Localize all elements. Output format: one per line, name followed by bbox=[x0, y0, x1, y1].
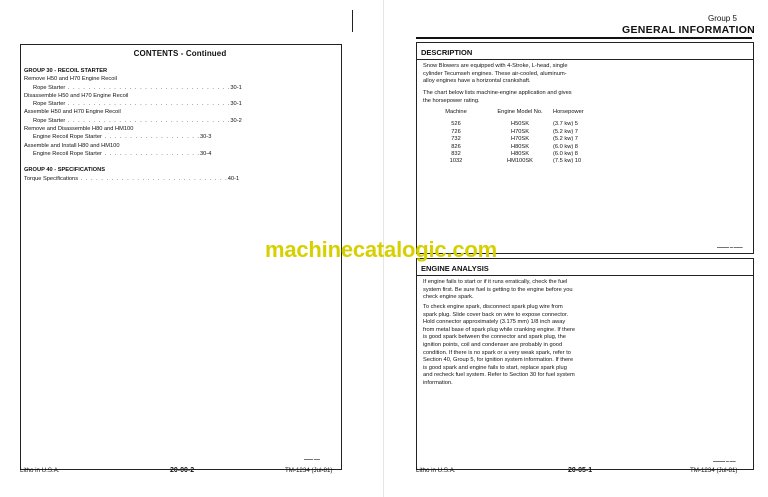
toc-entry: Remove and Disassemble H80 and HM100 Engine Recoil Rope Starter . . . . . . . . . . . . . . . . . . . 30-3 bbox=[24, 126, 212, 141]
toc-entry: Remove H50 and H70 Engine Recoil Rope Starter . . . . . . . . . . . . . . . . . . . . . . . . . . . . . . . . 30-1 bbox=[24, 76, 242, 91]
print-mark: ▬▬▬▬ ▬ ▬▬▬ bbox=[717, 245, 743, 249]
left-footer-page: 20-00-2 bbox=[170, 467, 195, 474]
group30-heading: GROUP 30 - RECOIL STARTER bbox=[24, 68, 108, 74]
description-heading: DESCRIPTION bbox=[421, 48, 473, 57]
analysis-heading: ENGINE ANALYSIS bbox=[421, 264, 489, 273]
group40-heading: GROUP 40 - SPECIFICATIONS bbox=[24, 167, 106, 174]
print-mark: ▬▬▬ ▬▬ bbox=[304, 457, 320, 461]
toc-entry: Torque Specifications . . . . . . . . . . . . . . . . . . . . . . . . . . . . . 40-1 bbox=[24, 175, 240, 182]
table-row: 526 H50SK (3.7 kw) 5 bbox=[451, 121, 578, 128]
margin-rule bbox=[352, 10, 353, 32]
description-paragraph-1: Snow Blowers are equipped with 4-Stroke, L-head, single cylinder Tecumseh engines. These air-cooled, aluminum- alloy engines have a horizontal crankshaft. bbox=[423, 63, 568, 85]
table-header-row: Machine Engine Model No. Horsepower bbox=[445, 109, 584, 115]
group-label: Group 5 bbox=[708, 14, 737, 23]
table-of-contents bbox=[24, 67, 242, 183]
description-box bbox=[416, 42, 754, 254]
analysis-paragraph-1: If engine fails to start or if it runs erratically, check the fuel system first. Be sure fuel is getting to the engine before you check engine spark. bbox=[423, 279, 573, 301]
toc-entry: Assemble H50 and H70 Engine Recoil Rope Starter . . . . . . . . . . . . . . . . . . . . . . . . . . . . . . . . 30-2 bbox=[24, 109, 242, 124]
description-paragraph-2: The chart below lists machine-engine application and gives the horsepower rating. bbox=[423, 90, 572, 104]
table-row: 826 H80SK (6.0 kw) 8 bbox=[451, 143, 578, 150]
table-row: 832 H80SK (6.0 kw) 8 bbox=[451, 151, 578, 158]
table-row: 1032 HM100SK (7.5 kw) 10 bbox=[449, 158, 582, 165]
toc-entry: Disassemble H50 and H70 Engine Recoil Rope Starter . . . . . . . . . . . . . . . . . . . . . . . . . . . . . . . . 30-1 bbox=[24, 92, 242, 108]
toc-entry: Assemble and Install H80 and HM100 Engine Recoil Rope Starter . . . . . . . . . . . . . . . . . . . 30-4 bbox=[24, 142, 212, 157]
table-row: 732 H70SK (5.2 kw) 7 bbox=[451, 136, 578, 143]
title-rule bbox=[416, 37, 752, 39]
right-footer-tm: TM-1234 (Jul-81) bbox=[690, 467, 738, 474]
left-footer-litho: Litho in U.S.A. bbox=[20, 467, 60, 474]
engine-analysis-box bbox=[416, 258, 754, 470]
page-title: GENERAL INFORMATION bbox=[622, 24, 756, 36]
left-footer-tm: TM-1234 (Jul-81) bbox=[285, 467, 333, 474]
box-rule bbox=[417, 59, 753, 60]
print-mark: ▬▬▬▬ ▬ ▬▬ bbox=[713, 459, 736, 463]
right-footer-litho: Litho in U.S.A. bbox=[416, 467, 456, 474]
watermark-text: machinecatalogic.com bbox=[265, 237, 497, 262]
box-rule bbox=[417, 275, 753, 276]
right-footer-page: 20-05-1 bbox=[568, 467, 593, 474]
engine-table bbox=[423, 109, 613, 166]
table-row: 726 H70SK (5.2 kw) 7 bbox=[451, 128, 578, 135]
contents-title: CONTENTS - Continued bbox=[133, 49, 227, 58]
analysis-paragraph-2: To check engine spark, disconnect spark plug wire from spark plug. Slide cover back on wire to expose connector. Hold connector approximately (3.175 mm) 1/8 inch away from metal base of spark plug while cranking engine. If there is good spark between the connector and spark plug, the ignition points, coil and condenser are probably in good condition. If there is no spark or a very weak spark, refer to Section 40, Group 5, for ignition system information. If there is good spark and engine fails to start, replace spark plug and recheck fuel system. Refer to Section 30 for fuel system information. bbox=[423, 304, 576, 386]
